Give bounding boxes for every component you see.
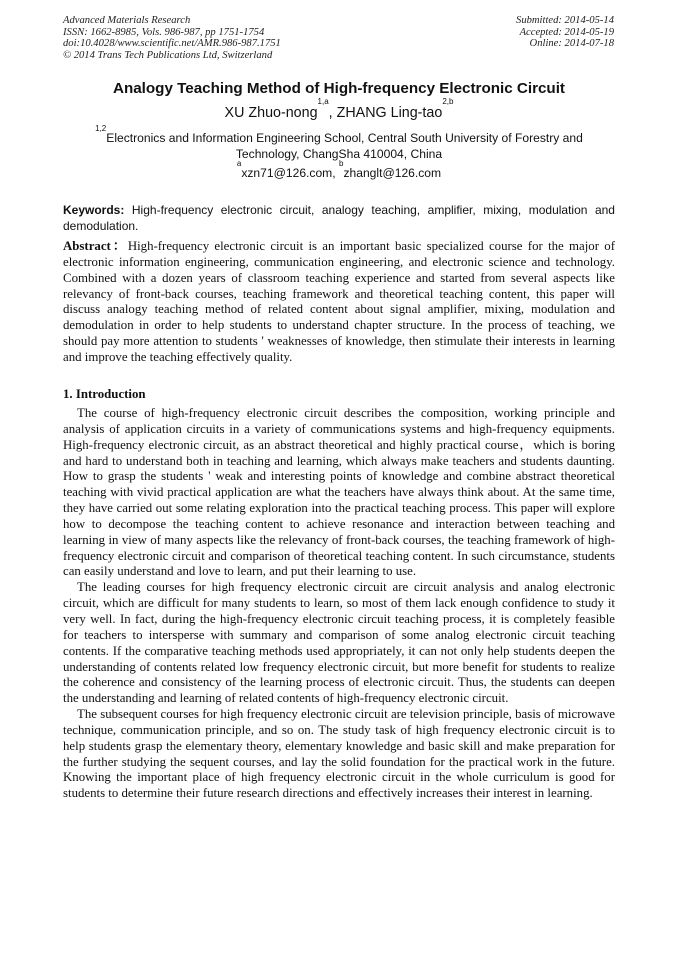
author-emails <box>63 159 615 181</box>
publication-dates <box>516 15 614 50</box>
section-body <box>63 406 615 802</box>
email-mark: a <box>236 159 242 168</box>
doi-line: doi:10.4028/www.scientific.net/AMR.986-987.1751 <box>63 38 281 50</box>
body-paragraph: The leading courses for high frequency electronic circuit are circuit analysis and analog electronic circuit, which are difficult for many students to learn, so most of them lack enough confidence to study it very well. In fact, during the high-frequency electronic circuit teaching process, it is completely feasible for teachers to intersperse with summary and comparison of some analog electronic circuit teaching contents. If the comparative teaching methods used appropriately, it can not only help students deepen the understanding of contents related low frequency electronic circuit, but more benefit for students to realize the coherence and consistency of the learning process of electronic circuit. Thus, the students can deepen the understanding and learning of related contents of high-frequency electronic circuit. <box>63 580 615 706</box>
email-address: xzn71@126.com <box>241 166 333 180</box>
body-paragraph: The subsequent courses for high frequency electronic circuit are television principle, basis of microwave technique, communication principle, and so on. The study task of high frequency electronic circuit is to help students grasp the elementary theory, elementary knowledge and basic skill and make preparation for the further studying the sequent courses, and lay the solid foundation for the practical work in the future. Knowing the important place of high frequency electronic circuit in the whole curriculum is good for students to determine their future research directions and effectively increases their interest in learning. <box>63 707 615 801</box>
email-mark: b <box>339 159 344 168</box>
author-affiliation-mark: 1,a <box>317 97 329 106</box>
author-list <box>63 97 615 122</box>
email-separator: , <box>332 166 339 180</box>
abstract-label: Abstract： <box>63 239 128 253</box>
email-address: zhanglt@126.com <box>343 166 442 180</box>
accepted-date: Accepted: 2014-05-19 <box>519 26 614 38</box>
author-affiliation-mark: 2,b <box>442 97 454 106</box>
submitted-date: Submitted: 2014-05-14 <box>516 15 614 26</box>
affiliation-line: Technology, ChangSha 410004, China <box>235 146 443 161</box>
journal-name: Advanced Materials Research <box>63 15 191 26</box>
body-paragraph: The course of high-frequency electronic circuit describes the composition, working principle and analysis of application circuits in a variety of communications systems and high-frequency equipments. High-frequency electronic circuit, as an abstract theoretical and highly practical course，which is boring and hard to understand both in teaching and learning, which always make teachers and students daunting. How to grasp the students ' weak and interesting points of knowledge and combine abstract theoretical teaching with vivid practical application are what the teachers have always think about. At the same time, they have carried out some relating exploration into the practical teaching process. This paper will explore how to decompose the teaching content to achieve resonance and interaction between teaching and learning in view of many aspects like the relevancy of front-back courses, the teaching framework of high-frequency electronic circuit and comparison of theoretical teaching content. In such circumstance, students can easily understand and love to learn, and put their learning to use. <box>63 406 615 579</box>
keywords-label: Keywords: <box>63 203 125 217</box>
author-name: ZHANG Ling-tao <box>336 105 443 121</box>
affiliation <box>63 124 615 162</box>
author-separator: , <box>328 105 337 121</box>
keywords-text: High-frequency electronic circuit, analogy teaching, amplifier, mixing, modulation and demodulation. <box>63 203 615 234</box>
abstract-block <box>63 239 615 366</box>
keywords-block <box>63 202 615 234</box>
online-date: Online: 2014-07-18 <box>529 38 614 50</box>
issn-line: ISSN: 1662-8985, Vols. 986-987, pp 1751-1754 <box>63 26 265 38</box>
affiliation-line: Electronics and Information Engineering School, Central South University of Forestry and <box>106 131 583 145</box>
paper-title: Analogy Teaching Method of High-frequency Electronic Circuit <box>112 80 565 97</box>
affiliation-mark: 1,2 <box>95 124 107 133</box>
author-name: XU Zhuo-nong <box>224 105 318 121</box>
section-heading: 1. Introduction <box>63 387 146 401</box>
copyright-line: © 2014 Trans Tech Publications Ltd, Switzerland <box>63 50 273 62</box>
journal-info <box>63 15 281 62</box>
abstract-text: High-frequency electronic circuit is an important basic specialized course for the major of electronic information engineering, communication engineering, and electronic science and technology. Combined with a dozen years of classroom teaching experience and started from several aspects like relevancy of front-back courses, teaching framework and theoretical teaching content, this paper will discuss analogy teaching method of related content about signal amplifier, mixing, modulation and demodulation in order to help students to understand chapter structure. In the process of teaching, we should pay more attention to students ' weaknesses of knowledge, then stimulate their interests in learning and improve the teaching effectively quality. <box>63 239 616 364</box>
